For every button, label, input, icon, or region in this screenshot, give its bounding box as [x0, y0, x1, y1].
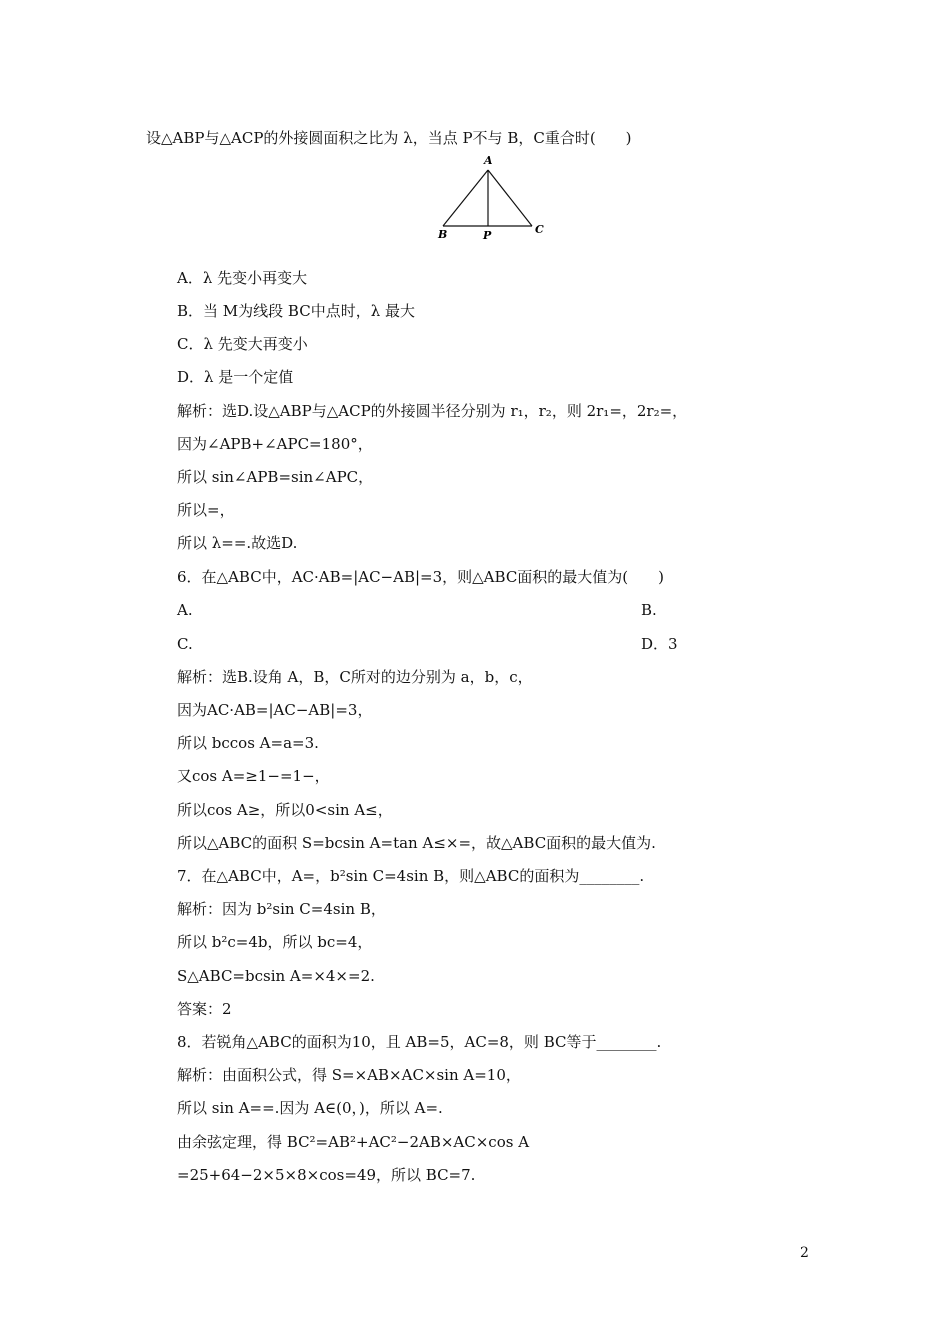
- q6-option-d: D．3: [641, 635, 678, 653]
- side-ab: [443, 170, 488, 226]
- solution-line: 所以△ABC的面积 S=bcsin A=tan A≤×=，故△ABC面积的最大值为.: [177, 834, 656, 852]
- solution-line: S△ABC=bcsin A=×4×=2.: [177, 967, 375, 985]
- page-number: 2: [800, 1245, 809, 1261]
- solution-line: 解析：选D.设△ABP与△ACP的外接圆半径分别为 r₁，r₂，则 2r₁=，2r₂=，: [177, 402, 688, 420]
- solution-line: 解析：因为 b²sin C=4sin B，: [177, 900, 386, 918]
- question-7-stem: 7．在△ABC中，A=，b²sin C=4sin B，则△ABC的面积为________.: [177, 867, 645, 885]
- solution-line: 所以 b²c=4b，所以 bc=4，: [177, 933, 373, 951]
- solution-line: 因为AC·AB=|AC−AB|=3，: [177, 701, 373, 719]
- solution-line: 由余弦定理，得 BC²=AB²+AC²−2AB×AC×cos A: [177, 1133, 530, 1151]
- question-8-stem: 8．若锐角△ABC的面积为10，且 AB=5，AC=8，则 BC等于________.: [177, 1033, 662, 1051]
- label-c: C: [535, 223, 544, 236]
- triangle-figure: [434, 152, 546, 242]
- solution-line: 又cos A=≥1−=1−，: [177, 767, 330, 785]
- solution-line: 所以 λ==.故选D.: [177, 534, 298, 552]
- q6-option-a: A.: [177, 601, 193, 619]
- solution-line: 所以cos A≥，所以0<sin A≤，: [177, 801, 393, 819]
- solution-line: 所以 sin∠APB=sin∠APC，: [177, 468, 374, 486]
- q6-option-c: C.: [177, 635, 193, 653]
- side-ac: [488, 170, 532, 226]
- question-6-stem: 6．在△ABC中，AC·AB=|AC−AB|=3，则△ABC面积的最大值为( ): [177, 568, 664, 586]
- option-c: C．λ 先变大再变小: [177, 335, 308, 353]
- answer-line: 答案：2: [177, 1000, 232, 1018]
- option-d: D．λ 是一个定值: [177, 368, 294, 386]
- option-b: B．当 M为线段 BC中点时，λ 最大: [177, 302, 415, 320]
- solution-line: 所以 bccos A=a=3.: [177, 734, 319, 752]
- solution-line: 所以 sin A==.因为 A∈(0，)，所以 A=.: [177, 1099, 443, 1117]
- solution-line: =25+64−2×5×8×cos=49，所以 BC=7.: [177, 1166, 476, 1184]
- label-a: A: [484, 154, 493, 167]
- q6-option-b: B.: [641, 601, 657, 619]
- label-b: B: [438, 228, 448, 241]
- solution-line: 因为∠APB+∠APC=180°，: [177, 435, 373, 453]
- label-p: P: [483, 229, 492, 242]
- solution-line: 解析：由面积公式，得 S=×AB×AC×sin A=10，: [177, 1066, 521, 1084]
- question-intro: 设△ABP与△ACP的外接圆面积之比为 λ，当点 P不与 B，C重合时( ): [146, 129, 632, 147]
- option-a: A．λ 先变小再变大: [177, 269, 308, 287]
- solution-line: 所以=，: [177, 501, 235, 519]
- solution-line: 解析：选B.设角 A，B，C所对的边分别为 a，b，c，: [177, 668, 533, 686]
